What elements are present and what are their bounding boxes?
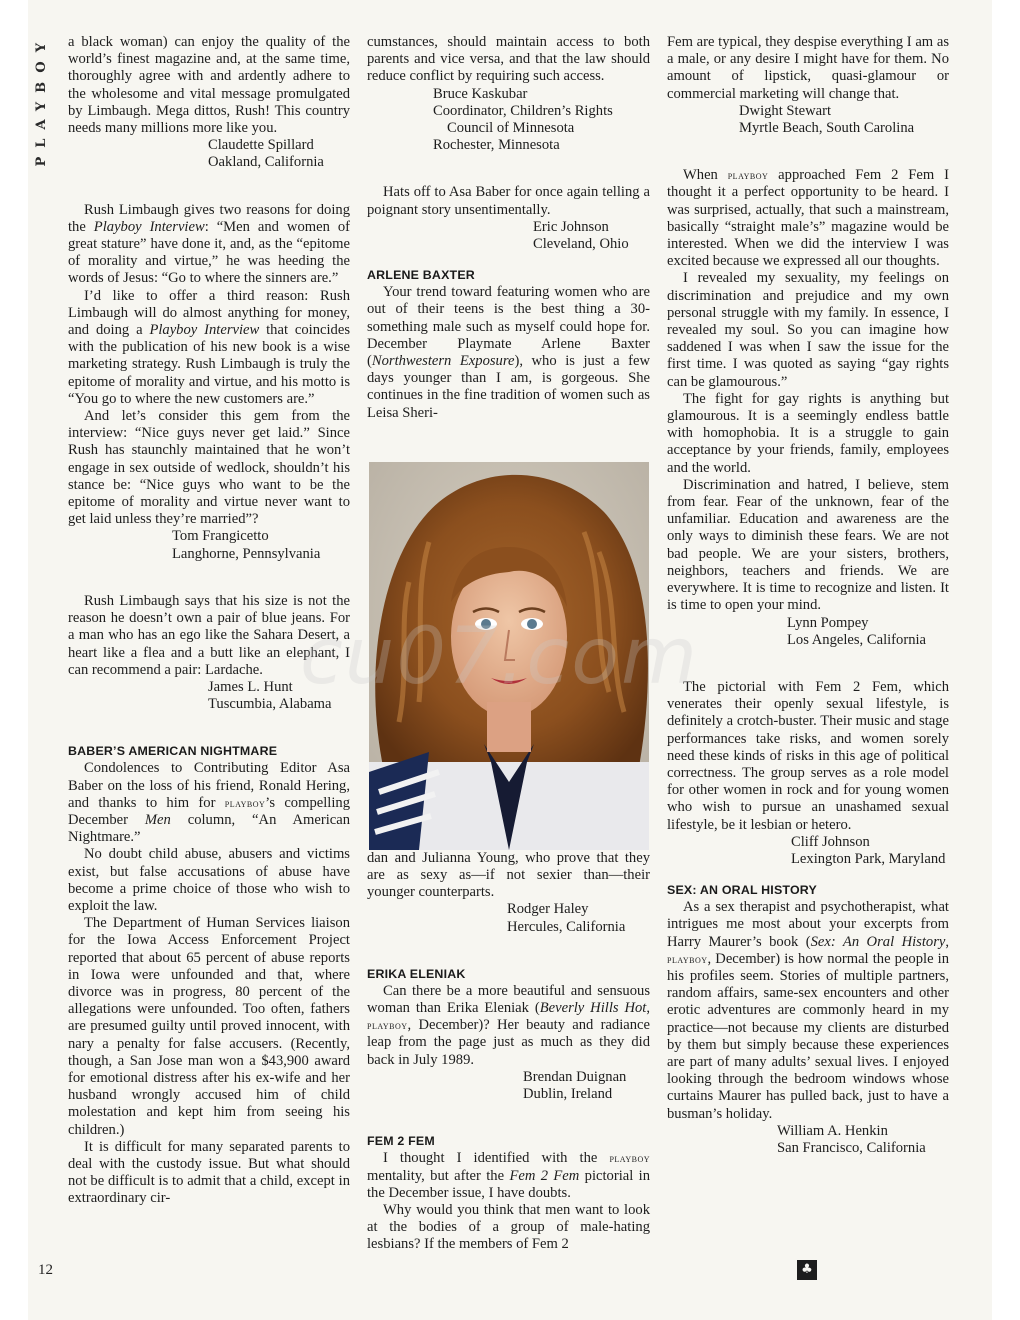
signature-title: Council of Minnesota <box>447 120 575 137</box>
signature-place: Rochester, Minnesota <box>433 137 560 154</box>
signature-name: Claudette Spillard <box>208 137 314 154</box>
letter-text: Rush Limbaugh gives two reasons for doing the Playboy Interview: “Men and women of great stature” have done it, and, as the “epitome of morality and virtue,” he was heeding the words of Jesus: “Go to where the sinners are.” <box>68 201 350 287</box>
letter-text: The Department of Human Services liaison for the Iowa Access Enforcement Project reported that about 65 percent of abuse reports in Iowa were unfounded and that, where divorce was in progress, 80 percent of the allegations were unfounded. Too often, fathers are presumed guilty until proved innocent, with nary a penalty for false accusers. (Recently, though, a San Jose man won a $43,900 award for emotional distress after his ex-wife and her husband wrongly accused him of child molestation and kept him from seeing his children.) <box>68 915 350 1138</box>
signature-place: Myrtle Beach, South Carolina <box>739 120 915 137</box>
letter-signature <box>739 103 949 137</box>
letter-text: When playboy approached Fem 2 Fem I thought it a perfect opportunity to be heard. I was surprised, actually, that such a mainstream, basically “straight male’s” magazine would be interested. When we did the interview I was excited because we expressed all our thoughts. <box>667 167 949 270</box>
letter-signature <box>787 615 949 649</box>
letter-text: I revealed my sexuality, my feelings on discrimination and prejudice and my own personal struggle with my family. In essence, I revealed my soul. So you can imagine how saddened I was when I saw the issue for the first time. I was quoted as saying “gay rights can be glamourous.” <box>667 270 949 390</box>
letter-text: The fight for gay rights is anything but glamourous. It is a seemingly endless battle with homophobia. It is a struggle to gain acceptance by your friends, family, employees and the world. <box>667 390 949 476</box>
letter-signature <box>208 679 350 713</box>
letter-text: And let’s consider this gem from the interview: “Nice guys never get laid.” Since Rush has staunchly maintained that he won’t engage in sex outside of wedlock, shouldn’t his stance be: “Nice guys who want to be the epitome of morality and virtue never want to get laid unless they’re married”? <box>68 408 350 528</box>
letter-text: As a sex therapist and psychotherapist, what intrigues me most about your excerpts from Harry Maurer’s book (Sex: An Oral History, playboy, December) is how normal the people in his profiles seem. Stories of multiple partners, random affairs, same-sex encounters and other erotic adventures are commonly heard in my practice—not because my clients are disturbed by them but simply because these experiences are part of many adults’ sexual lives. I enjoyed looking through the bedroom windows whose curtains Maurer has pulled back, just to have a busman’s holiday. <box>667 899 950 1122</box>
signature-name: Bruce Kaskubar <box>433 85 528 102</box>
letter-text: I thought I identified with the playboy mentality, but after the Fem 2 Fem pictorial in the December issue, I have doubts. <box>367 1150 650 1201</box>
letter-text: dan and Julianna Young, who prove that they are as sexy as—if not sexier than—their younger counterparts. <box>367 849 650 901</box>
letter-text: cumstances, should maintain access to both parents and vice versa, and that the law should reduce conflict by requiring such access. <box>367 34 650 85</box>
signature-name: Lynn Pompey <box>787 614 869 631</box>
letter-signature <box>172 528 350 562</box>
section-heading: SEX: AN ORAL HISTORY <box>667 883 817 898</box>
signature-place: Cleveland, Ohio <box>533 236 629 253</box>
section-heading: ERIKA ELENIAK <box>367 966 466 981</box>
signature-place: Hercules, California <box>507 918 626 935</box>
letter-signature <box>533 219 650 253</box>
letter-text: I’d like to offer a third reason: Rush Limbaugh will do almost anything for money, and doing a Playboy Interview that coincides with the publication of his new book is a wise marketing strategy. Rush Limbaugh is truly the epitome of morality and virtue, and his motto is “You go to where the new customers are.” <box>68 287 351 407</box>
page-number: 12 <box>38 1262 53 1278</box>
letter-text: Why would you think that men want to look at the bodies of a group of male-hating lesbians? If the members of Fem 2 <box>367 1201 650 1253</box>
letter-signature <box>208 137 350 171</box>
signature-name: Rodger Haley <box>507 901 589 918</box>
signature-place: Tuscumbia, Alabama <box>208 696 332 713</box>
letter-text: No doubt child abuse, abusers and victims exist, but false accusations of abuse have become a prime choice of those who wish to exploit the law. <box>68 846 350 914</box>
letter-signature <box>433 86 650 155</box>
letter-text: Hats off to Asa Baber for once again telling a poignant story unsentimentally. <box>367 184 650 218</box>
letter-text: Rush Limbaugh says that his size is not the reason he doesn’t own a pair of blue jeans. For a man who has an ego like the Sahara Desert, a heart like a flea and a butt like an elephant, I can recommend a pair: Lardache. <box>68 592 350 678</box>
letter-signature <box>507 901 650 935</box>
signature-name: William A. Henkin <box>777 1122 888 1139</box>
signature-place: Dublin, Ireland <box>523 1086 613 1103</box>
signature-place: Lexington Park, Maryland <box>791 850 946 867</box>
column-3 <box>667 34 949 1157</box>
signature-place: San Francisco, California <box>777 1139 926 1156</box>
letter-text: Discrimination and hatred, I believe, stem from fear. Fear of the unknown, fear of the unfamiliar. Education and awareness are the only ways to diminish these fears. We are not bad people. We are your sisters, brothers, neighbors, teachers and friends. We are everywhere. It is time to recognize and listen. It is time to open your mind. <box>667 476 949 614</box>
signature-name: Eric Johnson <box>533 218 609 235</box>
signature-title: Coordinator, Children’s Rights <box>433 102 613 119</box>
signature-name: Cliff Johnson <box>791 833 870 850</box>
section-heading: ARLENE BAXTER <box>367 268 475 283</box>
signature-name: Tom Frangicetto <box>172 528 269 545</box>
masthead-logo: PLAYBOY <box>34 34 49 167</box>
signature-name: Brendan Duignan <box>523 1068 627 1085</box>
signature-place: Oakland, California <box>208 154 324 171</box>
letter-text: Fem are typical, they despise everything I am as a male, or any desire I might have for them. No amount of lipstick, quasi-glamour or commercial marketing will change that. <box>667 34 949 102</box>
letter-text: The pictorial with Fem 2 Fem, which venerates their openly sexual lifestyle, is definitely a crotch-buster. Their music and stage performances take risks, and women sorely need these kinds of risks in this age of political correctness. The group serves as a role model for other women in rock and for young women who wish to pursue an unashamed sexual lifestyle, be it lesbian or hetero. <box>667 678 949 833</box>
section-heading: FEM 2 FEM <box>367 1134 435 1149</box>
playmate-photo <box>369 462 649 850</box>
signature-name: Dwight Stewart <box>739 102 832 119</box>
watermark: cu07.com <box>300 612 699 702</box>
letter-text: Can there be a more beautiful and sensuous woman than Erika Eleniak (Beverly Hills Hot, playboy, December)? Her beauty and radiance leap from the page just as much as they did back in July 1989. <box>367 982 650 1068</box>
signature-place: Langhorne, Pennsylvania <box>172 545 321 562</box>
letter-text: Condolences to Contributing Editor Asa Baber on the loss of his friend, Ronald Hering, and thanks to him for playboy’s compelling December Men column, “An American Nightmare.” <box>68 760 350 846</box>
letter-text: a black woman) can enjoy the quality of the world’s finest magazine and, at the same time, thoroughly agree with and ardently adhere to the wholesome and vital message promulgated by Limbaugh. Mega dittos, Rush! This country needs many millions more like you. <box>68 34 350 137</box>
letter-text: Your trend toward featuring women who are out of their teens is the best thing a 30-something male such as myself could hope for. December Playmate Arlene Baxter (Northwestern Exposure), who is just a few days younger than I am, is gorgeous. She continues in the fine tradition of women such as Leisa Sheri- <box>367 284 651 421</box>
letter-signature <box>777 1123 949 1157</box>
letter-signature <box>523 1069 650 1103</box>
signature-name: James L. Hunt <box>208 678 293 695</box>
rabbit-head-icon: ♣ <box>797 1260 817 1280</box>
letter-signature <box>791 834 949 868</box>
column-1 <box>68 34 350 1208</box>
letter-text: It is difficult for many separated parents to deal with the custody issue. But what should not be difficult is to admit that a child, except in extraordinary cir- <box>68 1138 350 1207</box>
section-heading: BABER’S AMERICAN NIGHTMARE <box>68 744 278 759</box>
signature-place: Los Angeles, California <box>787 631 927 648</box>
